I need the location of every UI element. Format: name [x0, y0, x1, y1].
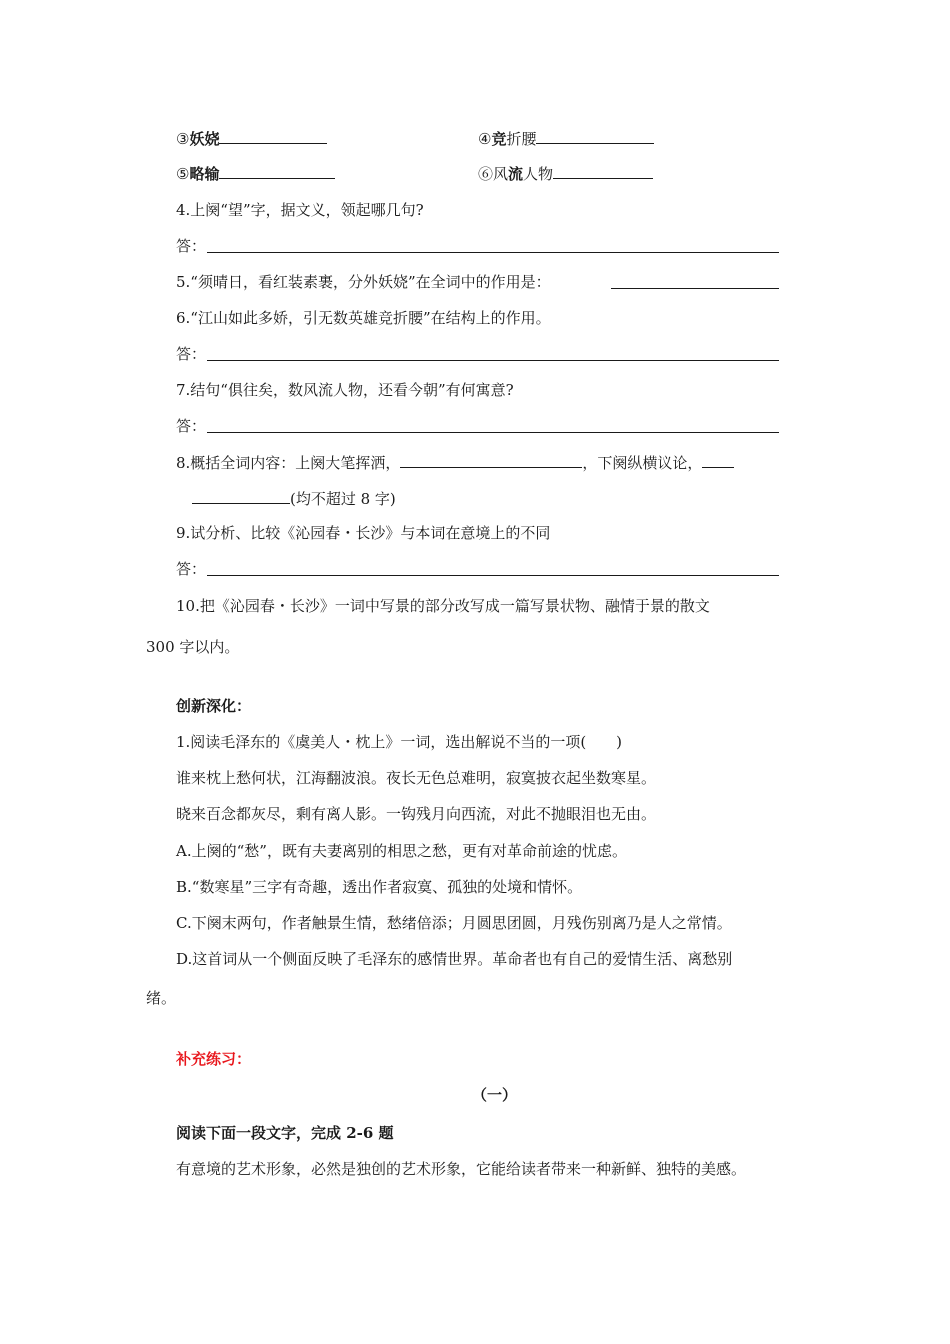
item-number: ⑥ — [478, 165, 494, 183]
vocab-word-pre: 风 — [493, 165, 509, 183]
vocab-bold-char: 流 — [508, 165, 524, 183]
question-6: 6.“江山如此多娇，引无数英雄竞折腰”在结构上的作用。 — [176, 309, 551, 327]
answer-label: 答： — [176, 417, 207, 435]
answer-label: 答： — [176, 345, 207, 363]
section-heading: 创新深化： — [176, 697, 252, 715]
question-8 — [176, 452, 734, 473]
vocab-item-3 — [176, 128, 327, 149]
reading-instruction: 阅读下面一段文字，完成 2-6 题 — [176, 1124, 394, 1142]
question-5: 5.“须晴日，看红装素裹，分外妖娆”在全词中的作用是： — [176, 273, 551, 291]
item-number: ⑤ — [176, 165, 190, 183]
question-7: 7.结句“俱往矣，数风流人物，还看今朝”有何寓意? — [176, 381, 514, 399]
answer-line[interactable] — [207, 252, 779, 253]
option-b: B.“数寒星”三字有奇趣，透出作者寂寞、孤独的处境和情怀。 — [176, 878, 583, 896]
answer-label: 答： — [176, 237, 207, 255]
answer-blank[interactable] — [219, 163, 335, 179]
poem-line-1: 谁来枕上愁何状，江海翻波浪。夜长无色总难明，寂寞披衣起坐数寒星。 — [176, 769, 657, 787]
vocab-bold-char: 竞 — [491, 130, 507, 148]
question-9: 9.试分析、比较《沁园春・长沙》与本词在意境上的不同 — [176, 524, 551, 542]
vocab-word-post: 人物 — [523, 165, 554, 183]
question-10-line-2: 300 字以内。 — [146, 638, 240, 656]
answer-blank[interactable] — [400, 452, 582, 468]
question-4: 4.上阕“望”字，据文义，领起哪几句? — [176, 201, 424, 219]
question-8-continued — [192, 488, 396, 509]
option-d-line-1: D.这首词从一个侧面反映了毛泽东的感情世界。革命者也有自己的爱情生活、离愁别 — [176, 950, 733, 968]
vocab-item-6 — [478, 163, 653, 184]
option-c: C.下阕末两句，作者触景生情，愁绪倍添；月圆思团圆，月残伤别离乃是人之常情。 — [176, 914, 732, 932]
vocab-word: 略输 — [189, 165, 220, 183]
answer-line[interactable] — [611, 288, 779, 289]
answer-blank[interactable] — [553, 163, 653, 179]
option-a: A.上阕的“愁”，既有夫妻离别的相思之愁，更有对革命前途的忧虑。 — [176, 842, 627, 860]
answer-blank[interactable] — [219, 128, 327, 144]
answer-line[interactable] — [207, 575, 779, 576]
question-8-part-a: 8.概括全词内容：上阕大笔挥洒， — [176, 454, 401, 472]
item-number: ③ — [176, 130, 190, 148]
option-d-line-2: 绪。 — [146, 989, 177, 1007]
answer-blank[interactable] — [702, 452, 734, 468]
question-8-part-b: ，下阕纵横议论， — [582, 454, 703, 472]
answer-blank[interactable] — [192, 488, 290, 504]
poem-line-2: 晓来百念都灰尽，剩有离人影。一钩残月向西流，对此不抛眼泪也无由。 — [176, 805, 657, 823]
vocab-word: 妖娆 — [189, 130, 220, 148]
reading-passage: 有意境的艺术形象，必然是独创的艺术形象，它能给读者带来一种新鲜、独特的美感。 — [176, 1160, 747, 1178]
answer-line[interactable] — [207, 432, 779, 433]
supplement-heading: 补充练习： — [176, 1050, 252, 1068]
vocab-item-5 — [176, 163, 335, 184]
question-10-line-1: 10.把《沁园春・长沙》一词中写景的部分改写成一篇写景状物、融情于景的散文 — [176, 597, 710, 615]
section-number: （一） — [472, 1086, 518, 1104]
answer-line[interactable] — [207, 360, 779, 361]
vocab-item-4 — [478, 128, 654, 149]
answer-label: 答： — [176, 560, 207, 578]
answer-blank[interactable] — [536, 128, 654, 144]
item-number: ④ — [478, 130, 492, 148]
vocab-word: 折腰 — [506, 130, 537, 148]
innovation-question-1: 1.阅读毛泽东的《虞美人・枕上》一词，选出解说不当的一项( ) — [176, 733, 623, 751]
question-8-part-c: (均不超过 8 字) — [290, 490, 396, 508]
